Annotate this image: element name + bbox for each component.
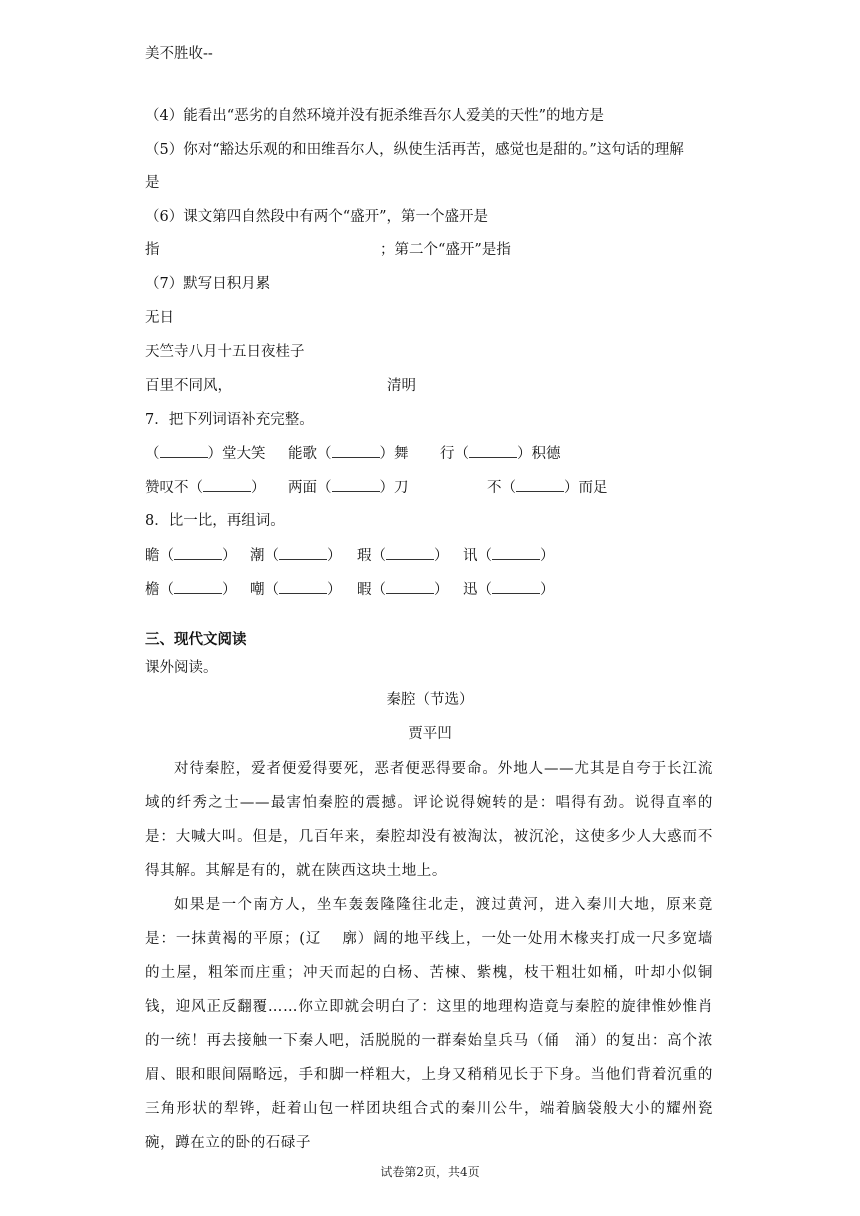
fill-word-item: 行（ ）积德 <box>440 443 561 464</box>
answer-blank[interactable] <box>174 545 222 560</box>
fill-word-item: （ ）堂大笑 <box>145 443 266 464</box>
fill-word-item: 不（ ）而足 <box>487 477 608 498</box>
article-title: 秦腔（节选） <box>386 692 474 708</box>
question-8-title: 8．比一比，再组词。 <box>145 513 285 529</box>
continuation-line: 美不胜收-- <box>145 46 213 62</box>
question-6-line2-right: ；第二个“盛开”是指 <box>380 242 511 258</box>
section-subheading: 课外阅读。 <box>145 660 218 676</box>
answer-blank[interactable] <box>279 545 327 560</box>
compare-word-item: 瑕（ ） <box>357 545 449 566</box>
fill-word-item: 赞叹不（ ） <box>145 477 266 498</box>
article-paragraph: 如果是一个南方人，坐车轰轰隆隆往北走，渡过黄河，进入秦川大地，原来竟是：一抹黄褐的平原；(辽 廓）阔的地平线上，一处一处用木椽夹打成一尺多宽墙的土屋，粗笨而庄重；冲天而起的白杨、苦楝、紫槐，枝干粗壮如桶，叶却小似铜钱，迎风正反翻覆……你立即就会明白了：这里的地理构造竟与秦腔的旋律惟妙惟肖的一统！再去接触一下秦人吧，活脱脱的一群秦始皇兵马（俑 涌）的复出：高个浓眉、眼和眼间隔略远，手和脚一样粗大，上身又稍稍见长于下身。当他们背着沉重的三角形状的犁铧，赶着山包一样团块组合式的秦川公牛，端着脑袋般大小的耀州瓷碗，蹲在立的卧的石碌子 <box>145 897 713 1151</box>
compare-word-item: 嘲（ ） <box>250 579 342 600</box>
question-6-line1: （6）课文第四自然段中有两个“盛开”，第一个盛开是 <box>145 209 489 225</box>
article-body <box>145 752 713 1160</box>
compare-word-item: 暇（ ） <box>357 579 449 600</box>
compare-word-item: 讯（ ） <box>463 545 555 566</box>
answer-blank[interactable] <box>492 579 540 594</box>
section-heading: 三、现代文阅读 <box>145 632 247 648</box>
dictation-line-3-right: 清明 <box>387 378 416 394</box>
question-7-dictation: （7）默写日积月累 <box>145 276 271 292</box>
compare-word-item: 瞻（ ） <box>145 545 237 566</box>
answer-blank[interactable] <box>203 477 251 492</box>
question-4: （4）能看出“恶劣的自然环境并没有扼杀维吾尔人爱美的天性”的地方是 <box>145 108 605 124</box>
page-footer: 试卷第2页，共4页 <box>380 1165 480 1179</box>
dictation-line-3-left: 百里不同风， <box>145 378 232 394</box>
answer-blank[interactable] <box>160 443 208 458</box>
compare-word-item: 潮（ ） <box>250 545 342 566</box>
answer-blank[interactable] <box>332 477 380 492</box>
answer-blank[interactable] <box>469 443 517 458</box>
answer-blank[interactable] <box>492 545 540 560</box>
answer-blank[interactable] <box>174 579 222 594</box>
question-5-line2: 是 <box>145 175 160 191</box>
answer-blank[interactable] <box>279 579 327 594</box>
fill-word-item: 能歌（ ）舞 <box>288 443 409 464</box>
dictation-line-2: 天竺寺八月十五日夜桂子 <box>145 344 305 360</box>
dictation-line-1: 无日 <box>145 310 174 326</box>
question-7-title: 7．把下列词语补充完整。 <box>145 412 314 428</box>
article-author: 贾平凹 <box>408 726 452 742</box>
fill-word-item: 两面（ ）刀 <box>288 477 409 498</box>
compare-word-item: 檐（ ） <box>145 579 237 600</box>
question-6-line2-left: 指 <box>145 242 160 258</box>
compare-word-item: 迅（ ） <box>463 579 555 600</box>
answer-blank[interactable] <box>386 579 434 594</box>
answer-blank[interactable] <box>516 477 564 492</box>
answer-blank[interactable] <box>386 545 434 560</box>
answer-blank[interactable] <box>332 443 380 458</box>
question-5-line1: （5）你对“豁达乐观的和田维吾尔人，纵使生活再苦，感觉也是甜的。”这句话的理解 <box>145 142 684 158</box>
article-paragraph: 对待秦腔，爱者便爱得要死，恶者便恶得要命。外地人——尤其是自夸于长江流域的纤秀之士——最害怕秦腔的震撼。评论说得婉转的是：唱得有劲。说得直率的是：大喊大叫。但是，几百年来，秦腔却没有被淘汰，被沉沦，这使多少人大惑而不得其解。其解是有的，就在陕西这块土地上。 <box>145 761 713 879</box>
